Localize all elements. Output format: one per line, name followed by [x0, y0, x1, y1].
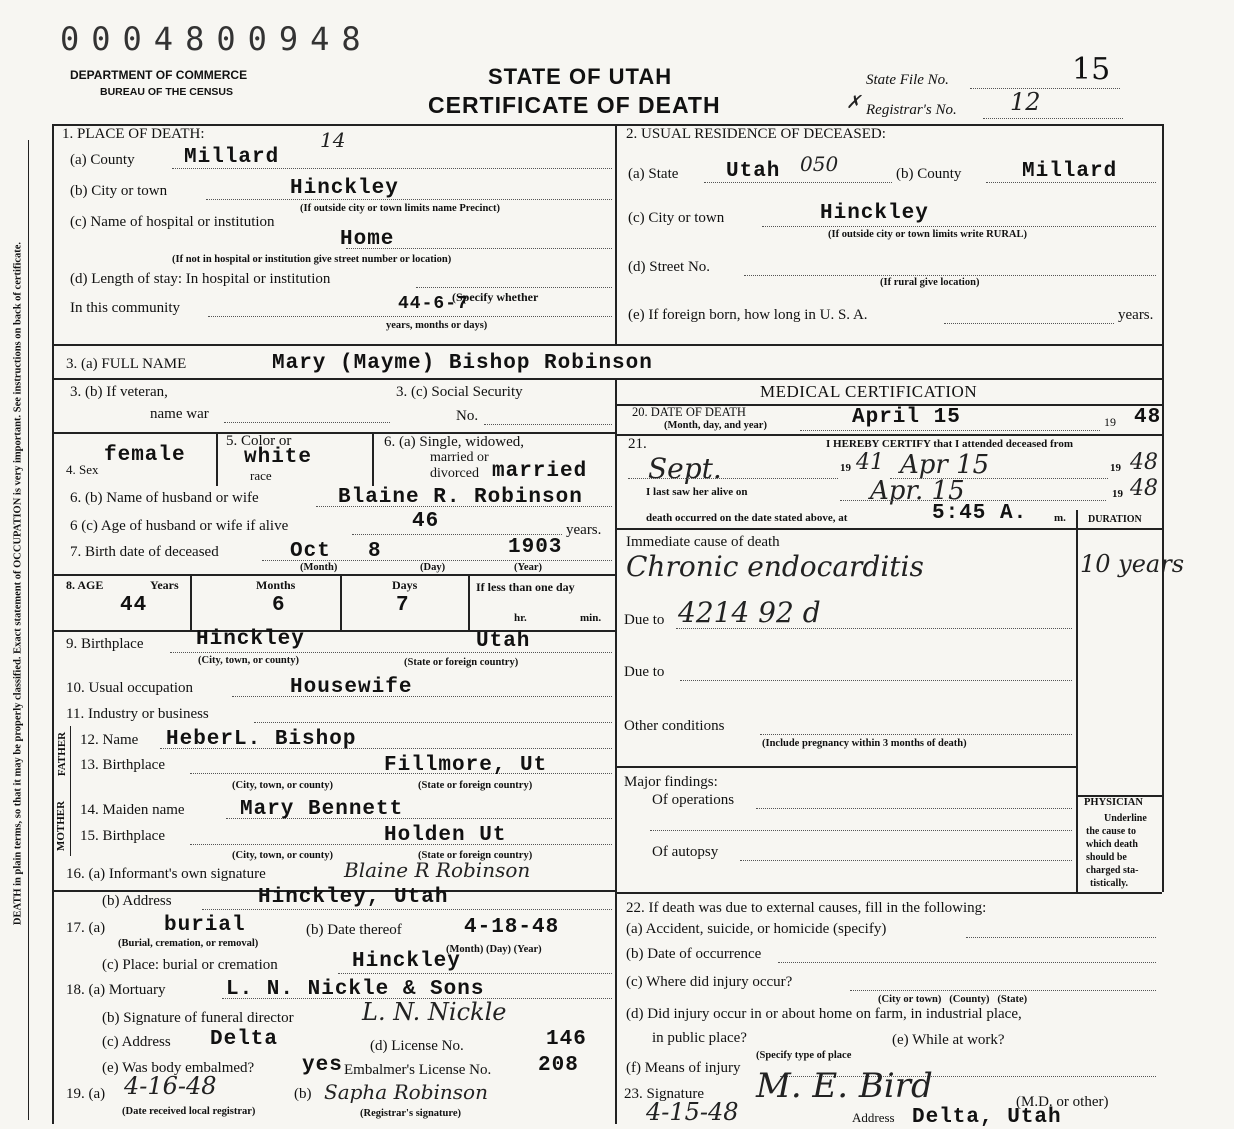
divorced-label: divorced	[430, 466, 479, 481]
embalmed-label: (e) Was body embalmed?	[102, 1060, 255, 1076]
signature-label: 23. Signature	[624, 1086, 704, 1102]
registrar-signature: Sapha Robinson	[324, 1080, 488, 1104]
department-label: DEPARTMENT OF COMMERCE	[70, 68, 248, 82]
injury-place-label: (c) Where did injury occur?	[626, 974, 793, 990]
res-county-label: (b) County	[896, 166, 962, 182]
ymd-note: years, months or days)	[386, 320, 488, 331]
birthplace-city-value: Hinckley	[196, 628, 305, 651]
age-days-value: 7	[396, 594, 410, 617]
other-conditions-label: Other conditions	[624, 718, 725, 734]
spouse-name-label: 6. (b) Name of husband or wife	[70, 490, 259, 506]
married-or-label: married or	[430, 450, 489, 465]
certify-text: I HEREBY CERTIFY that I attended deceased from	[826, 438, 1074, 450]
hr-label: hr.	[514, 612, 527, 624]
mortuary-address-value: Delta	[210, 1028, 279, 1051]
marital-label: 6. (a) Single, widowed,	[384, 434, 524, 450]
father-city-note: (City, town, or county)	[232, 780, 334, 791]
date-of-death-label: 20. DATE OF DEATH	[632, 405, 746, 419]
embalmed-value: yes	[302, 1054, 343, 1077]
full-name-value: Mary (Mayme) Bishop Robinson	[272, 352, 653, 375]
ss-no-label: No.	[456, 408, 479, 424]
community-value: 44-6-7	[398, 294, 469, 314]
race-label: race	[250, 468, 272, 483]
mother-state-note: (State or foreign country)	[418, 850, 533, 861]
res-city-label: (c) City or town	[628, 210, 725, 226]
veteran-label: 3. (b) If veteran,	[70, 384, 168, 400]
specify-note: (Specify whether	[452, 290, 539, 304]
accident-label: (a) Accident, suicide, or homicide (specify)	[626, 921, 887, 937]
burial-date-value: 4-18-48	[464, 916, 560, 939]
occurrence-date-label: (b) Date of occurrence	[626, 946, 762, 962]
registrar-date: 4-16-48	[124, 1072, 217, 1100]
death-city-note: (If outside city or town limits name Precinct)	[300, 203, 500, 214]
certificate-title: CERTIFICATE OF DEATH	[428, 92, 721, 118]
res-city-value: Hinckley	[820, 202, 929, 225]
duration-label: DURATION	[1088, 514, 1142, 525]
informant-address-value: Hinckley, Utah	[258, 886, 449, 909]
signature-date: 4-15-48	[646, 1098, 739, 1126]
length-of-stay-label: (d) Length of stay: In hospital or institution	[70, 271, 331, 287]
registrar-label: 19. (a)	[66, 1086, 106, 1102]
physician-address-label: Address	[852, 1110, 895, 1125]
burial-value: burial	[164, 914, 246, 937]
physician-note-1: Underline	[1104, 813, 1147, 824]
attended-to: Apr 15	[900, 450, 990, 480]
city-county-state-note: (City or town) (County) (State)	[878, 994, 1028, 1005]
informant-address-label: (b) Address	[102, 893, 172, 909]
veteran-war-label: name war	[150, 406, 209, 422]
bureau-label: BUREAU OF THE CENSUS	[100, 86, 234, 98]
spouse-age-years: years.	[566, 522, 602, 538]
occurred-label: death occurred on the date stated above, at	[646, 512, 848, 524]
foreign-born-label: (e) If foreign born, how long in U. S. A.	[628, 307, 868, 323]
age-years-label: Years	[150, 578, 179, 592]
mother-birthplace-label: 15. Birthplace	[80, 828, 165, 844]
residence-heading: 2. USUAL RESIDENCE OF DECEASED:	[626, 126, 886, 142]
birth-date-label: 7. Birth date of deceased	[70, 544, 219, 560]
death-county-label: (a) County	[70, 152, 135, 168]
license-label: (d) License No.	[370, 1038, 464, 1054]
hospital-value: Home	[340, 228, 395, 251]
death-city-label: (b) City or town	[70, 183, 168, 199]
burial-place-value: Hinckley	[352, 950, 461, 973]
public-place-label: in public place?	[652, 1030, 747, 1046]
res-county-value: Millard	[1022, 160, 1118, 183]
embalmer-license-label: Embalmer's License No.	[344, 1062, 492, 1078]
birth-year-value: 1903	[508, 536, 563, 559]
major-findings-label: Major findings:	[624, 774, 718, 790]
mortuary-address-label: (c) Address	[102, 1034, 171, 1050]
father-name-value: HeberL. Bishop	[166, 728, 357, 751]
spouse-age-value: 46	[412, 510, 440, 533]
cause-value: Chronic endocarditis	[626, 550, 924, 583]
res-state-label: (a) State	[628, 166, 679, 182]
specify-place-note: (Specify type of place	[756, 1050, 852, 1061]
certify-number: 21.	[628, 436, 647, 452]
injury-home-label: (d) Did injury occur in or about home on farm, in industrial place,	[626, 1006, 1022, 1022]
attended-from: Sept.	[648, 452, 722, 485]
informant-signature: Blaine R Robinson	[344, 858, 531, 882]
place-of-death-heading: 1. PLACE OF DEATH:	[62, 126, 205, 142]
physician-label: PHYSICIAN	[1084, 797, 1143, 808]
foreign-years: years.	[1118, 307, 1154, 323]
due-to-label: Due to	[624, 612, 665, 628]
last-saw-label: I last saw her alive on	[646, 486, 748, 498]
age-days-label: Days	[392, 578, 418, 592]
last-saw-year: 48	[1130, 476, 1158, 501]
father-birthplace-label: 13. Birthplace	[80, 757, 165, 773]
burial-date-note: (Month) (Day) (Year)	[446, 944, 542, 955]
birthplace-label: 9. Birthplace	[66, 636, 144, 652]
date-of-death-year: 48	[1134, 406, 1162, 429]
due-to-2-label: Due to	[624, 664, 665, 680]
code-mark: 14	[320, 128, 346, 152]
burial-place-label: (c) Place: burial or cremation	[102, 957, 278, 973]
from-nineteen: 19	[840, 462, 851, 474]
birth-month-note: (Month)	[300, 562, 338, 573]
attended-from-year: 41	[856, 450, 884, 475]
mother-tag: MOTHER	[55, 800, 68, 852]
community-label: In this community	[70, 300, 180, 316]
cause-duration: 10 years	[1080, 550, 1185, 578]
registrar-number: 12	[1010, 88, 1041, 116]
hospital-label: (c) Name of hospital or institution	[70, 214, 275, 230]
physician-signature: M. E. Bird	[756, 1066, 933, 1106]
attended-to-year: 48	[1130, 450, 1158, 475]
mother-city-note: (City, town, or county)	[232, 850, 334, 861]
industry-label: 11. Industry or business	[66, 706, 209, 722]
ss-label: 3. (c) Social Security	[396, 384, 523, 400]
funeral-director-signature: L. N. Nickle	[362, 998, 507, 1026]
last-nineteen: 19	[1112, 488, 1123, 500]
registrar-no-label: Registrar's No.	[866, 102, 957, 118]
date-of-death-value: April 15	[852, 406, 961, 429]
res-street-label: (d) Street No.	[628, 259, 711, 275]
other-conditions-note: (Include pregnancy within 3 months of death)	[762, 738, 967, 749]
means-label: (f) Means of injury	[626, 1060, 741, 1076]
marital-value: married	[492, 460, 588, 483]
mother-birthplace-value: Holden Ut	[384, 824, 507, 847]
full-name-label: 3. (a) FULL NAME	[66, 356, 187, 372]
operations-label: Of operations	[652, 792, 735, 808]
mortuary-value: L. N. Nickle & Sons	[226, 978, 485, 1001]
mortuary-label: 18. (a) Mortuary	[66, 982, 166, 998]
medical-heading: MEDICAL CERTIFICATION	[760, 382, 978, 401]
sex-label: 4. Sex	[66, 462, 99, 477]
burial-note: (Burial, cremation, or removal)	[118, 938, 259, 949]
check-mark: ✗	[846, 92, 862, 113]
birthplace-state-note: (State or foreign country)	[404, 657, 519, 668]
death-county-value: Millard	[184, 146, 280, 169]
min-label: min.	[580, 612, 602, 624]
license-value: 146	[546, 1028, 587, 1051]
age-months-value: 6	[272, 594, 286, 617]
at-work-label: (e) While at work?	[892, 1032, 1005, 1048]
hospital-note: (If not in hospital or institution give street number or location)	[172, 254, 452, 265]
spouse-name-value: Blaine R. Robinson	[338, 486, 583, 509]
age-label: 8. AGE	[66, 578, 104, 592]
state-file-label: State File No.	[866, 72, 949, 88]
physician-note-2: the cause to	[1086, 826, 1136, 837]
am-suffix: m.	[1054, 512, 1066, 524]
res-city-note: (If outside city or town limits write RURAL)	[828, 229, 1027, 240]
age-years-value: 44	[120, 594, 148, 617]
res-state-value: Utah	[726, 160, 781, 183]
burial-label: 17. (a)	[66, 920, 106, 936]
md-label: (M.D. or other)	[1016, 1094, 1109, 1110]
color-label: 5. Color or	[226, 433, 292, 449]
burial-date-label: (b) Date thereof	[306, 922, 402, 938]
external-heading: 22. If death was due to external causes, fill in the following:	[626, 900, 987, 916]
less-than-day-label: If less than one day	[476, 580, 575, 594]
father-name-label: 12. Name	[80, 732, 139, 748]
to-nineteen: 19	[1110, 462, 1121, 474]
father-state-note: (State or foreign country)	[418, 780, 533, 791]
sex-value: female	[104, 444, 186, 467]
physician-note-3: which death	[1086, 839, 1138, 850]
margin-note: DEATH in plain terms, so that it may be properly classified. Exact statement of OCCUPATION is very important. See instructions on back of certificate.	[12, 241, 24, 926]
last-saw-date: Apr. 15	[870, 476, 965, 506]
embalmer-license-value: 208	[538, 1054, 579, 1077]
physician-note-6: tistically.	[1090, 878, 1129, 889]
age-months-label: Months	[256, 578, 296, 592]
occupation-label: 10. Usual occupation	[66, 680, 194, 696]
birthplace-city-note: (City, town, or county)	[198, 655, 300, 666]
spouse-age-label: 6 (c) Age of husband or wife if alive	[70, 518, 289, 534]
death-city-value: Hinckley	[290, 177, 399, 200]
death-time-value: 5:45 A.	[932, 502, 1028, 525]
mother-name-value: Mary Bennett	[240, 798, 404, 821]
birthplace-state-value: Utah	[476, 630, 531, 653]
birth-day-note: (Day)	[420, 562, 446, 573]
res-state-code: 050	[800, 152, 839, 176]
cause-label: Immediate cause of death	[626, 534, 780, 550]
color-value: white	[244, 446, 313, 469]
registrar-date-note: (Date received local registrar)	[122, 1106, 256, 1117]
state-file-number: 15	[1072, 52, 1111, 87]
date-of-death-note: (Month, day, and year)	[664, 420, 767, 431]
informant-label: 16. (a) Informant's own signature	[66, 866, 266, 882]
physician-note-5: charged sta-	[1086, 865, 1139, 876]
funeral-director-label: (b) Signature of funeral director	[102, 1010, 294, 1026]
occupation-value: Housewife	[290, 676, 413, 699]
father-tag: FATHER	[56, 731, 69, 777]
res-street-note: (If rural give location)	[880, 277, 980, 288]
birth-year-note: (Year)	[514, 562, 542, 573]
registrar-b-label: (b)	[294, 1086, 312, 1102]
father-birthplace-value: Fillmore, Ut	[384, 754, 548, 777]
autopsy-label: Of autopsy	[652, 844, 719, 860]
birth-day-value: 8	[368, 540, 382, 563]
state-title: STATE OF UTAH	[488, 64, 673, 89]
physician-note-4: should be	[1086, 852, 1127, 863]
physician-address-value: Delta, Utah	[912, 1106, 1062, 1129]
date-year-prefix: 19	[1104, 415, 1116, 429]
serial-number: 0004800948	[60, 20, 373, 58]
due-to-value: 4214 92 d	[678, 596, 821, 629]
registrar-sig-note: (Registrar's signature)	[360, 1108, 461, 1119]
mother-name-label: 14. Maiden name	[80, 802, 185, 818]
birth-month-value: Oct	[290, 540, 331, 563]
